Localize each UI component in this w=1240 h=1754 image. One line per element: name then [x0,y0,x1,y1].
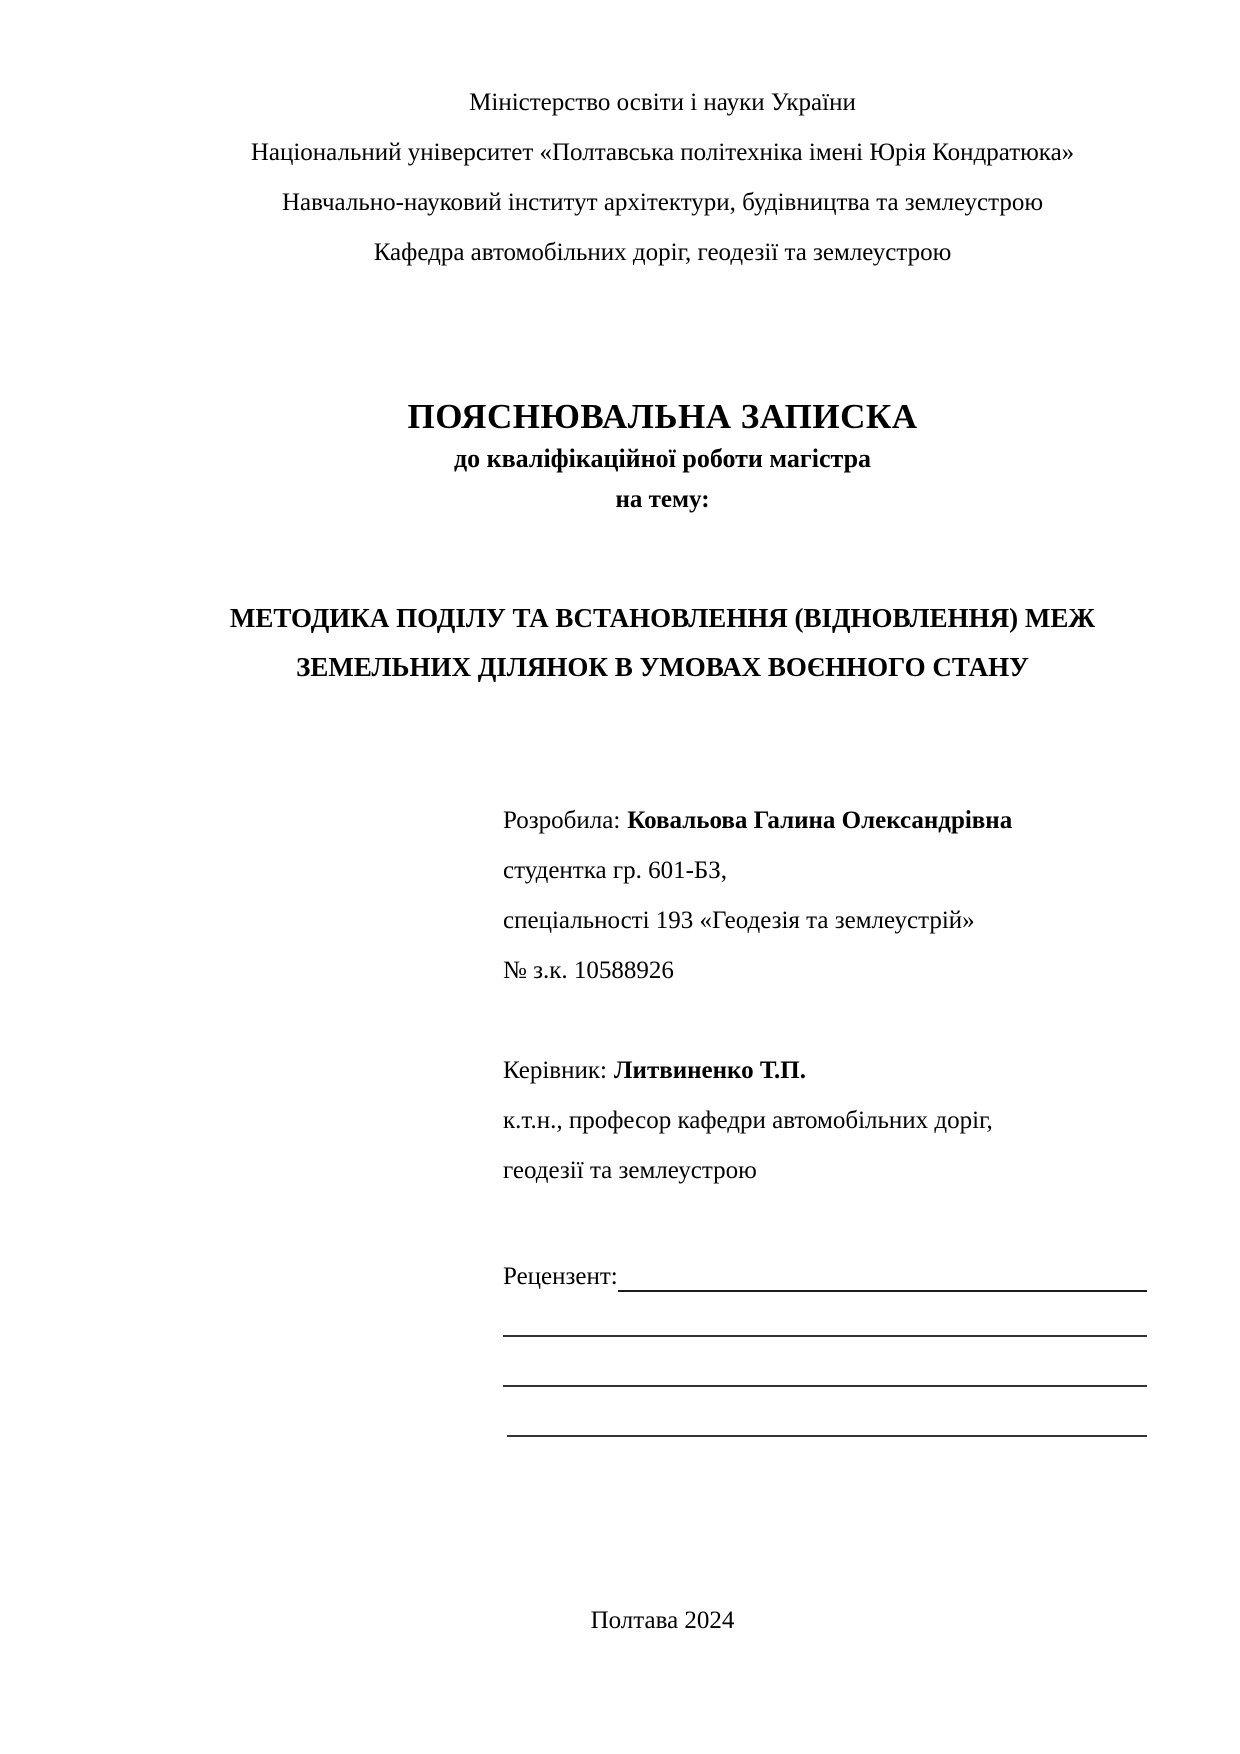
reviewer-line [503,1252,1147,1302]
ministry-line: Міністерство освіти і науки України [469,89,856,116]
author-line [503,796,1147,846]
thesis-title-line-1: МЕТОДИКА ПОДІЛУ ТА ВСТАНОВЛЕННЯ (ВІДНОВЛЕННЯ) МЕЖ [229,603,1096,633]
reviewer-signature-line [618,1252,1147,1292]
signature-blank-row [503,1402,1147,1452]
centered-content [0,0,1240,692]
supervisor-detail-department: геодезії та землеустрою [503,1157,757,1184]
signature-blank-line [503,1302,1147,1337]
institute-line: Навчально-науковий інститут архітектури, будівництва та землеустрою [281,189,1044,216]
supervisor-label: Керівник: [503,1057,607,1084]
author-label: Розробила: [503,807,621,834]
signature-blank-row [503,1352,1147,1402]
footer-block [0,1596,1240,1646]
credits-block [503,692,1147,1452]
reviewer-block [503,1252,1147,1452]
thesis-title [140,594,1185,692]
theme-label: на тему: [615,486,710,513]
document-type-title: ПОЯСНЮВАЛЬНА ЗАПИСКА [407,397,918,436]
thesis-title-line-2: ЗЕМЕЛЬНИХ ДІЛЯНОК В УМОВАХ ВОЄННОГО СТАНУ [296,652,1029,682]
university-line: Національний університет «Полтавська політехніка імені Юрія Кондратюка» [250,139,1075,166]
supervisor-line [503,1046,1147,1096]
supervisor-block [503,1046,1147,1196]
department-line: Кафедра автомобільних доріг, геодезії та землеустрою [373,239,952,266]
header-block [140,0,1185,278]
author-name: Ковальова Галина Олександрівна [627,807,1013,834]
supervisor-name: Литвиненко Т.П. [613,1057,806,1084]
signature-blank-line [507,1402,1147,1437]
signature-blank-row [503,1302,1147,1352]
author-detail-record-number: № з.к. 10588926 [503,957,674,984]
signature-blank-line [503,1352,1147,1387]
reviewer-label: Рецензент: [503,1263,618,1290]
supervisor-detail-degree: к.т.н., професор кафедри автомобільних доріг, [503,1107,993,1134]
document-type-subtitle: до кваліфікаційної роботи магістра [453,444,872,473]
author-detail-group: студентка гр. 601-БЗ, [503,857,728,884]
author-block [503,796,1147,996]
author-detail-speciality: спеціальності 193 «Геодезія та землеустрій» [503,907,975,934]
footer-city-year: Полтава 2024 [590,1607,735,1634]
